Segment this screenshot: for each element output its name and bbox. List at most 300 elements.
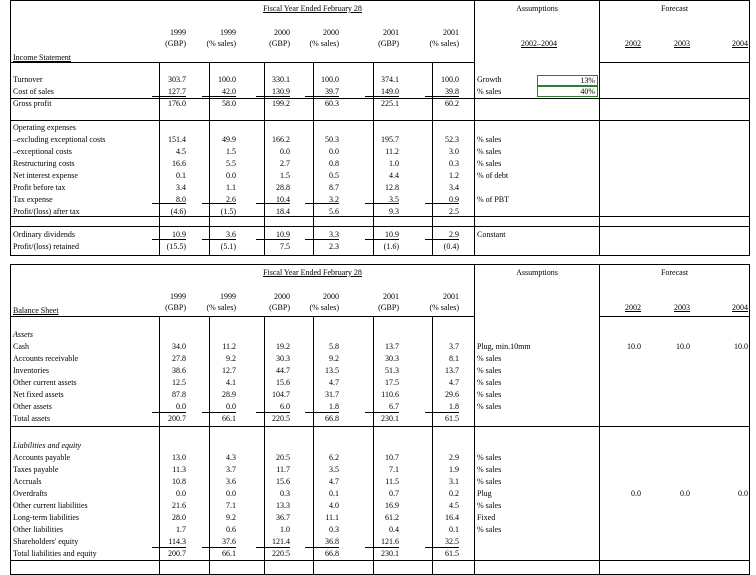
- cell-value: 225.1: [381, 99, 399, 108]
- cell-value: (1.5): [220, 207, 236, 216]
- column-year: 2001: [383, 28, 399, 37]
- cell-value: 0.3: [449, 159, 459, 168]
- total-liab-rule: [202, 547, 236, 548]
- assumption-label: % of PBT: [477, 195, 509, 204]
- cell-value: 149.0: [381, 87, 399, 96]
- cell-value: 39.7: [325, 87, 339, 96]
- cell-value: 44.7: [276, 366, 290, 375]
- forecast-header-rule: [600, 62, 749, 63]
- liabilities-heading: Liabilities and equity: [13, 441, 81, 450]
- section-rule: [600, 226, 749, 227]
- cell-value: (0.4): [443, 242, 459, 251]
- col-divider: [313, 316, 314, 575]
- cell-value: 17.5: [385, 378, 399, 387]
- cell-value: 3.7: [226, 465, 236, 474]
- cell-value: 66.1: [222, 549, 236, 558]
- cell-value: 220.5: [272, 549, 290, 558]
- balance-sheet-heading: Balance Sheet: [13, 306, 59, 315]
- section-rule: [11, 426, 474, 427]
- assumption-label: % sales: [477, 525, 502, 534]
- cell-value: 0.2: [449, 489, 459, 498]
- row-label: Other current assets: [13, 378, 77, 387]
- cell-value: 15.6: [276, 378, 290, 387]
- cell-value: 3.7: [449, 342, 459, 351]
- cell-value: 1.1: [226, 183, 236, 192]
- column-unit: (% sales): [429, 303, 459, 312]
- forecast-year: 2003: [674, 303, 690, 312]
- cell-value: 21.6: [172, 501, 186, 510]
- section-rule: [475, 426, 599, 427]
- assumption-label: % sales: [477, 354, 502, 363]
- cell-value: 0.0: [176, 402, 186, 411]
- total-liab-rule: [425, 547, 459, 548]
- row-label: Restructuring costs: [13, 159, 75, 168]
- cell-value: (5.1): [220, 242, 236, 251]
- cell-value: 0.0: [226, 489, 236, 498]
- cell-value: 60.3: [325, 99, 339, 108]
- cell-value: 104.7: [272, 390, 290, 399]
- assumptions-title: Assumptions: [516, 4, 558, 13]
- cell-value: 28.8: [276, 183, 290, 192]
- section-rule: [11, 560, 474, 561]
- cell-value: 3.4: [449, 183, 459, 192]
- cell-value: 10.7: [385, 453, 399, 462]
- cell-value: 1.0: [280, 525, 290, 534]
- total-liab-rule: [305, 547, 339, 548]
- column-year: 2001: [383, 292, 399, 301]
- cell-value: 130.9: [272, 87, 290, 96]
- forecast-value: 0.0: [738, 489, 748, 498]
- cell-value: 230.1: [381, 549, 399, 558]
- row-label: –exceptional costs: [13, 147, 72, 156]
- cell-value: 11.5: [385, 477, 399, 486]
- cell-value: 28.0: [172, 513, 186, 522]
- cell-value: 13.3: [276, 501, 290, 510]
- forecast-header-rule: [600, 316, 749, 317]
- column-unit: (GBP): [378, 39, 399, 48]
- cell-value: 0.0: [226, 171, 236, 180]
- column-unit: (GBP): [269, 39, 290, 48]
- cell-value: 4.5: [176, 147, 186, 156]
- row-label: Gross profit: [13, 99, 52, 108]
- row-label: Other liabilities: [13, 525, 63, 534]
- col-divider: [373, 316, 374, 575]
- total-assets-rule: [425, 412, 459, 413]
- cell-value: 13.0: [172, 453, 186, 462]
- column-unit: (% sales): [206, 39, 236, 48]
- row-label: Net fixed assets: [13, 390, 64, 399]
- assumption-label: Plug: [477, 489, 492, 498]
- col-divider: [432, 62, 433, 256]
- column-unit: (GBP): [378, 303, 399, 312]
- forecast-title: Forecast: [660, 4, 689, 13]
- cell-value: 151.4: [168, 135, 186, 144]
- cell-value: 32.5: [445, 537, 459, 546]
- row-label: Taxes payable: [13, 465, 59, 474]
- cell-value: 61.2: [385, 513, 399, 522]
- cell-value: 7.5: [280, 242, 290, 251]
- cell-value: 100.0: [441, 75, 459, 84]
- cell-value: 36.7: [276, 513, 290, 522]
- cell-value: 8.0: [176, 195, 186, 204]
- forecast-title: Forecast: [660, 268, 689, 277]
- column-unit: (% sales): [206, 303, 236, 312]
- section-rule: [11, 120, 474, 121]
- cell-value: 114.3: [168, 537, 186, 546]
- cell-value: 30.3: [276, 354, 290, 363]
- cell-value: 0.8: [329, 159, 339, 168]
- column-unit: (% sales): [309, 303, 339, 312]
- cell-value: 13.5: [325, 366, 339, 375]
- fiscal-year-title: Fiscal Year Ended February 28: [263, 268, 362, 277]
- cell-value: 42.0: [222, 87, 236, 96]
- cell-value: 200.7: [168, 414, 186, 423]
- cell-value: 37.6: [222, 537, 236, 546]
- cell-value: 51.3: [385, 366, 399, 375]
- cell-value: 4.1: [226, 378, 236, 387]
- income-header-rule: [11, 62, 474, 63]
- retained-rule: [202, 239, 236, 240]
- col-divider: [373, 62, 374, 256]
- total-assets-rule: [305, 412, 339, 413]
- gross-rule: [365, 96, 399, 97]
- assumption-label: % of debt: [477, 171, 509, 180]
- row-label: Cash: [13, 342, 29, 351]
- forecast-year: 2004: [732, 39, 748, 48]
- cell-value: 3.5: [389, 195, 399, 204]
- cell-value: 7.1: [389, 465, 399, 474]
- cell-value: 8.7: [329, 183, 339, 192]
- cell-value: 5.6: [329, 207, 339, 216]
- fiscal-year-title: Fiscal Year Ended February 28: [263, 4, 362, 13]
- section-rule: [475, 216, 599, 217]
- cell-value: 11.3: [172, 465, 186, 474]
- cell-value: 12.7: [222, 366, 236, 375]
- cell-value: 6.7: [389, 402, 399, 411]
- income-statement-heading: Income Statement: [13, 53, 71, 62]
- cell-value: (4.6): [170, 207, 186, 216]
- gross-rule: [202, 96, 236, 97]
- cell-value: 66.8: [325, 549, 339, 558]
- col-divider: [159, 316, 160, 575]
- cell-value: 6.0: [280, 402, 290, 411]
- total-liab-rule: [256, 547, 290, 548]
- cell-value: 10.4: [276, 195, 290, 204]
- cell-value: 29.6: [445, 390, 459, 399]
- cell-value: 374.1: [381, 75, 399, 84]
- cell-value: 9.3: [389, 207, 399, 216]
- total-liab-rule: [152, 547, 186, 548]
- cell-value: 100.0: [218, 75, 236, 84]
- section-rule: [11, 216, 474, 217]
- assumption-label: % sales: [477, 147, 502, 156]
- cell-value: 39.8: [445, 87, 459, 96]
- forecast-value: 10.0: [627, 342, 641, 351]
- cell-value: 9.2: [329, 354, 339, 363]
- cell-value: 4.7: [449, 378, 459, 387]
- cell-value: 87.8: [172, 390, 186, 399]
- row-label: Profit before tax: [13, 183, 66, 192]
- tax-rule: [256, 203, 290, 204]
- forecast-year: 2002: [625, 303, 641, 312]
- growth-input[interactable]: 13%: [537, 75, 598, 86]
- section-rule: [475, 98, 599, 99]
- cell-value: 11.1: [325, 513, 339, 522]
- cell-value: 61.5: [445, 414, 459, 423]
- cell-value: 4.4: [389, 171, 399, 180]
- row-label: Overdrafts: [13, 489, 48, 498]
- cell-value: 121.6: [381, 537, 399, 546]
- cell-value: 13.7: [385, 342, 399, 351]
- forecast-value: 10.0: [734, 342, 748, 351]
- cell-value: 3.4: [176, 183, 186, 192]
- row-label: Other assets: [13, 402, 52, 411]
- cell-value: 220.5: [272, 414, 290, 423]
- section-rule: [600, 98, 749, 99]
- cell-value: 0.9: [449, 195, 459, 204]
- balance-header-rule: [11, 316, 474, 317]
- cell-value: 2.9: [449, 230, 459, 239]
- tax-rule: [305, 203, 339, 204]
- cell-value: 3.6: [226, 230, 236, 239]
- assumption-label: % sales: [477, 453, 502, 462]
- assumption-label: % sales: [477, 477, 502, 486]
- section-rule: [600, 426, 749, 427]
- cell-value: 0.3: [280, 489, 290, 498]
- col-divider: [432, 316, 433, 575]
- gross-rule: [425, 96, 459, 97]
- cell-value: 20.5: [276, 453, 290, 462]
- cell-value: 0.7: [389, 489, 399, 498]
- assets-heading: Assets: [13, 330, 33, 339]
- cell-value: 11.2: [222, 342, 236, 351]
- cell-value: 61.5: [445, 549, 459, 558]
- retained-rule: [152, 239, 186, 240]
- col-divider: [159, 62, 160, 256]
- cell-value: 3.2: [329, 195, 339, 204]
- cell-value: 127.7: [168, 87, 186, 96]
- row-label: Profit/(loss) retained: [13, 242, 79, 251]
- forecast-year: 2002: [625, 39, 641, 48]
- cell-value: 66.1: [222, 414, 236, 423]
- cell-value: 28.9: [222, 390, 236, 399]
- cell-value: 1.5: [226, 147, 236, 156]
- cell-value: 9.2: [226, 513, 236, 522]
- tax-rule: [152, 203, 186, 204]
- cell-value: 30.3: [385, 354, 399, 363]
- cell-value: 4.7: [329, 378, 339, 387]
- cell-value: 3.3: [329, 230, 339, 239]
- total-liab-rule: [365, 547, 399, 548]
- column-year: 1999: [170, 292, 186, 301]
- cell-value: 10.9: [385, 230, 399, 239]
- column-unit: (GBP): [165, 39, 186, 48]
- cell-value: 4.7: [329, 477, 339, 486]
- assumption-label: Plug, min.10mm: [477, 342, 531, 351]
- col-divider: [209, 316, 210, 575]
- assumption-label: Growth: [477, 75, 502, 84]
- row-label: Shareholders' equity: [13, 537, 79, 546]
- row-label: Total liabilities and equity: [13, 549, 97, 558]
- cell-value: 31.7: [325, 390, 339, 399]
- cost-of-sales-input[interactable]: 40%: [537, 86, 598, 97]
- column-unit: (% sales): [309, 39, 339, 48]
- column-year: 1999: [220, 28, 236, 37]
- row-label: Operating expenses: [13, 123, 76, 132]
- cell-value: 110.6: [381, 390, 399, 399]
- cell-value: 0.4: [389, 525, 399, 534]
- cell-value: 3.5: [329, 465, 339, 474]
- cell-value: 50.3: [325, 135, 339, 144]
- tax-rule: [365, 203, 399, 204]
- cell-value: 3.6: [226, 477, 236, 486]
- section-rule: [600, 216, 749, 217]
- retained-rule: [425, 239, 459, 240]
- cell-value: 49.9: [222, 135, 236, 144]
- column-year: 2000: [323, 292, 339, 301]
- column-unit: (GBP): [165, 303, 186, 312]
- cell-value: 1.9: [449, 465, 459, 474]
- cell-value: 0.5: [329, 171, 339, 180]
- col-divider: [313, 62, 314, 256]
- section-rule: [475, 120, 599, 121]
- section-rule: [11, 226, 474, 227]
- cell-value: 10.9: [276, 230, 290, 239]
- column-unit: (GBP): [269, 303, 290, 312]
- cell-value: 200.7: [168, 549, 186, 558]
- cell-value: 176.0: [168, 99, 186, 108]
- column-year: 2000: [323, 28, 339, 37]
- cell-value: 13.7: [445, 366, 459, 375]
- section-rule: [475, 560, 599, 561]
- column-year: 2001: [443, 28, 459, 37]
- cell-value: 18.4: [276, 207, 290, 216]
- gross-rule: [256, 96, 290, 97]
- cell-value: 16.9: [385, 501, 399, 510]
- cell-value: 1.7: [176, 525, 186, 534]
- section-rule: [475, 226, 599, 227]
- cell-value: 1.0: [389, 159, 399, 168]
- cell-value: 2.6: [226, 195, 236, 204]
- cell-value: 11.2: [385, 147, 399, 156]
- row-label: Turnover: [13, 75, 43, 84]
- column-year: 2001: [443, 292, 459, 301]
- total-assets-rule: [256, 412, 290, 413]
- cell-value: 11.7: [276, 465, 290, 474]
- row-label: Net interest expense: [13, 171, 78, 180]
- cell-value: 10.9: [172, 230, 186, 239]
- row-label: Inventories: [13, 366, 49, 375]
- row-label: Other current liabilities: [13, 501, 88, 510]
- column-year: 2000: [274, 28, 290, 37]
- assumption-label: % sales: [477, 159, 502, 168]
- column-year: 1999: [220, 292, 236, 301]
- row-label: Long-term liabilities: [13, 513, 79, 522]
- cell-value: 0.0: [176, 489, 186, 498]
- row-label: Accounts receivable: [13, 354, 79, 363]
- cell-value: 6.2: [329, 453, 339, 462]
- cell-value: 9.2: [226, 354, 236, 363]
- assumption-label: % sales: [477, 402, 502, 411]
- cell-value: 0.0: [226, 402, 236, 411]
- cell-value: 2.3: [329, 242, 339, 251]
- row-label: Total assets: [13, 414, 50, 423]
- col-divider: [209, 62, 210, 256]
- assumption-label: Fixed: [477, 513, 496, 522]
- forecast-year: 2003: [674, 39, 690, 48]
- row-label: Accruals: [13, 477, 42, 486]
- row-label: Accounts payable: [13, 453, 71, 462]
- cell-value: 16.6: [172, 159, 186, 168]
- cell-value: 52.3: [445, 135, 459, 144]
- cell-value: 8.1: [449, 354, 459, 363]
- cell-value: 0.1: [449, 525, 459, 534]
- retained-rule: [305, 239, 339, 240]
- cell-value: (15.5): [166, 242, 186, 251]
- cell-value: 12.5: [172, 378, 186, 387]
- cell-value: 27.8: [172, 354, 186, 363]
- cell-value: 4.3: [226, 453, 236, 462]
- assumption-label: % sales: [477, 366, 502, 375]
- cell-value: 12.8: [385, 183, 399, 192]
- cell-value: 15.6: [276, 477, 290, 486]
- forecast-value: 0.0: [631, 489, 641, 498]
- total-assets-rule: [365, 412, 399, 413]
- cell-value: 166.2: [272, 135, 290, 144]
- section-rule: [600, 120, 749, 121]
- assumption-label: % sales: [477, 390, 502, 399]
- col-divider: [264, 316, 265, 575]
- assumptions-title: Assumptions: [516, 268, 558, 277]
- cell-value: 36.8: [325, 537, 339, 546]
- cell-value: 60.2: [445, 99, 459, 108]
- cell-value: 66.8: [325, 414, 339, 423]
- row-label: Tax expense: [13, 195, 53, 204]
- cell-value: 58.0: [222, 99, 236, 108]
- cell-value: 0.6: [226, 525, 236, 534]
- cell-value: 0.0: [280, 147, 290, 156]
- cell-value: 4.5: [449, 501, 459, 510]
- row-label: Profit/(loss) after tax: [13, 207, 80, 216]
- assumption-label: % sales: [477, 87, 502, 96]
- cell-value: 19.2: [276, 342, 290, 351]
- forecast-year: 2004: [732, 303, 748, 312]
- gross-rule: [305, 96, 339, 97]
- cell-value: 0.3: [329, 525, 339, 534]
- cell-value: 7.1: [226, 501, 236, 510]
- cell-value: 0.1: [176, 171, 186, 180]
- cell-value: 16.4: [445, 513, 459, 522]
- forecast-value: 10.0: [676, 342, 690, 351]
- section-rule: [11, 98, 474, 99]
- cell-value: 199.2: [272, 99, 290, 108]
- cell-value: 0.0: [329, 147, 339, 156]
- assumption-label: % sales: [477, 501, 502, 510]
- cell-value: 5.8: [329, 342, 339, 351]
- cell-value: 2.5: [449, 207, 459, 216]
- tax-rule: [202, 203, 236, 204]
- tax-rule: [425, 203, 459, 204]
- cell-value: (1.6): [383, 242, 399, 251]
- cell-value: 38.6: [172, 366, 186, 375]
- column-year: 1999: [170, 28, 186, 37]
- assumption-label: % sales: [477, 135, 502, 144]
- cell-value: 1.8: [449, 402, 459, 411]
- row-label: Ordinary dividends: [13, 230, 75, 239]
- retained-rule: [256, 239, 290, 240]
- cell-value: 10.8: [172, 477, 186, 486]
- cell-value: 3.1: [449, 477, 459, 486]
